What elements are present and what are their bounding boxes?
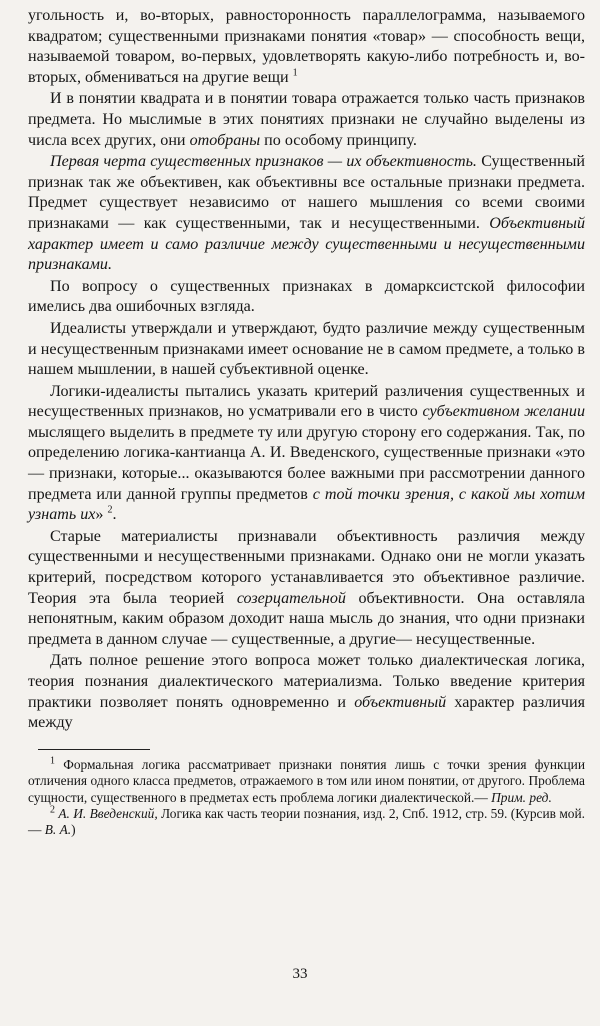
book-page [28,6,585,839]
paragraph [28,527,585,651]
italic-text: объективный [354,693,447,711]
italic-text: Первая черта существенных признаков — их объективность. [50,153,477,171]
footnote-ref: 2 [107,504,113,516]
body-text [28,6,585,734]
text-run: Существенный признак так же объективен, как объективны все остальные признаки предмета. Предмет существует независимо от нашего мышления со всеми своими признаками — как существенными, так и несущественными. [28,153,585,232]
text-run: характер различия между [28,693,585,732]
text-run: объективности. Она оставляла непонятным, каким образом доходит наша мысль до знания, что одни признаки предмета в данном случае — существенные, а другие— несущественные. [28,589,585,648]
text-run: Старые материалисты признавали объективность различия между существенными и несущественными признаками. Однако они не могли указать критерий, посредством которого устанавливается это объективное различие. Теория эта была теорией [28,527,585,607]
italic-text: созерцательной [236,589,346,607]
text-run: по особому принципу. [260,131,417,149]
italic-text: субъективном желании [422,403,586,421]
footnote-ref: 2 [50,804,55,816]
paragraph [28,277,585,318]
text-run: По вопросу о существенных признаках в домарксистской философии имелись два ошибочных взгляда. [28,277,585,316]
footnotes [28,757,585,839]
text-run: Дать полное решение этого вопроса может только диалектическая логика, теория познания диалектического материализма. Только введение критерия практики позволяет понять одновременно и [28,652,585,711]
italic-text: Объективный характер имеет и само различие между существенными и несущественными признаками. [28,214,585,274]
text-run: . [112,506,117,524]
text-run: мыслящего выделить в предмете ту или другую сторону его содержания. Так, по определению логика-кантианца А. И. Введенского, существенные признаки «это — признаки, которые... оказываются более важными при рассмотрении данного предмета или данной группы предметов [28,423,585,503]
paragraph [28,89,585,151]
text-run: Формальная логика рассматривает признаки понятия лишь с точки зрения функции отличения одного класса предметов, отражаемого в том или ином понятии, от другого. Проблема сущности, существенного в предметах есть проблема логики диалектической.— [28,756,585,805]
italic-text: Прим. ред. [491,789,552,805]
page-number: 33 [292,966,308,982]
italic-text: с той точки зрения, с какой мы хотим узнать их [28,485,585,524]
paragraph [28,382,585,526]
text-run: Логика как часть теории познания, изд. 2, Спб. 1912, стр. 59. (Курсив мой.— [28,806,586,838]
footnote-ref: 1 [292,67,298,79]
text-run: Логики-идеалисты пытались указать критерий различения существенных и несущественных признаков, но усматривали его в чисто [28,382,585,421]
footnote [28,806,585,839]
text-run: ) [71,822,76,838]
paragraph [28,319,585,381]
text-run: Идеалисты утверждали и утверждают, будто различие между существенным и несущественным признаками имеет основание не в самом предмете, а только в нашем мышлении, в нашей субъективной оценке. [28,319,585,379]
text-run: И в понятии квадрата и в понятии товара отражается только часть признаков предмета. Но мыслимые в этих понятиях признаки не случайно выделены из числа всех других, они [28,90,585,149]
footnote [28,757,585,806]
paragraph [28,152,585,276]
italic-text: В. А. [44,822,72,838]
italic-text: А. И. Введенский, [58,806,158,821]
italic-text: отобраны [189,131,261,149]
paragraph [28,651,585,733]
text-run: угольность и, во-вторых, равносторонность параллелограмма, называемого квадратом; существенными признаками понятия «товар» — способность вещи, называемой товаром, во-первых, удовлетворять какую-либо потребность и, во-вторых, обмениваться на другие вещи [28,7,585,86]
footnote-ref: 1 [50,755,55,767]
text-run: » [95,506,108,524]
footnote-rule [38,749,150,750]
paragraph [28,6,585,88]
